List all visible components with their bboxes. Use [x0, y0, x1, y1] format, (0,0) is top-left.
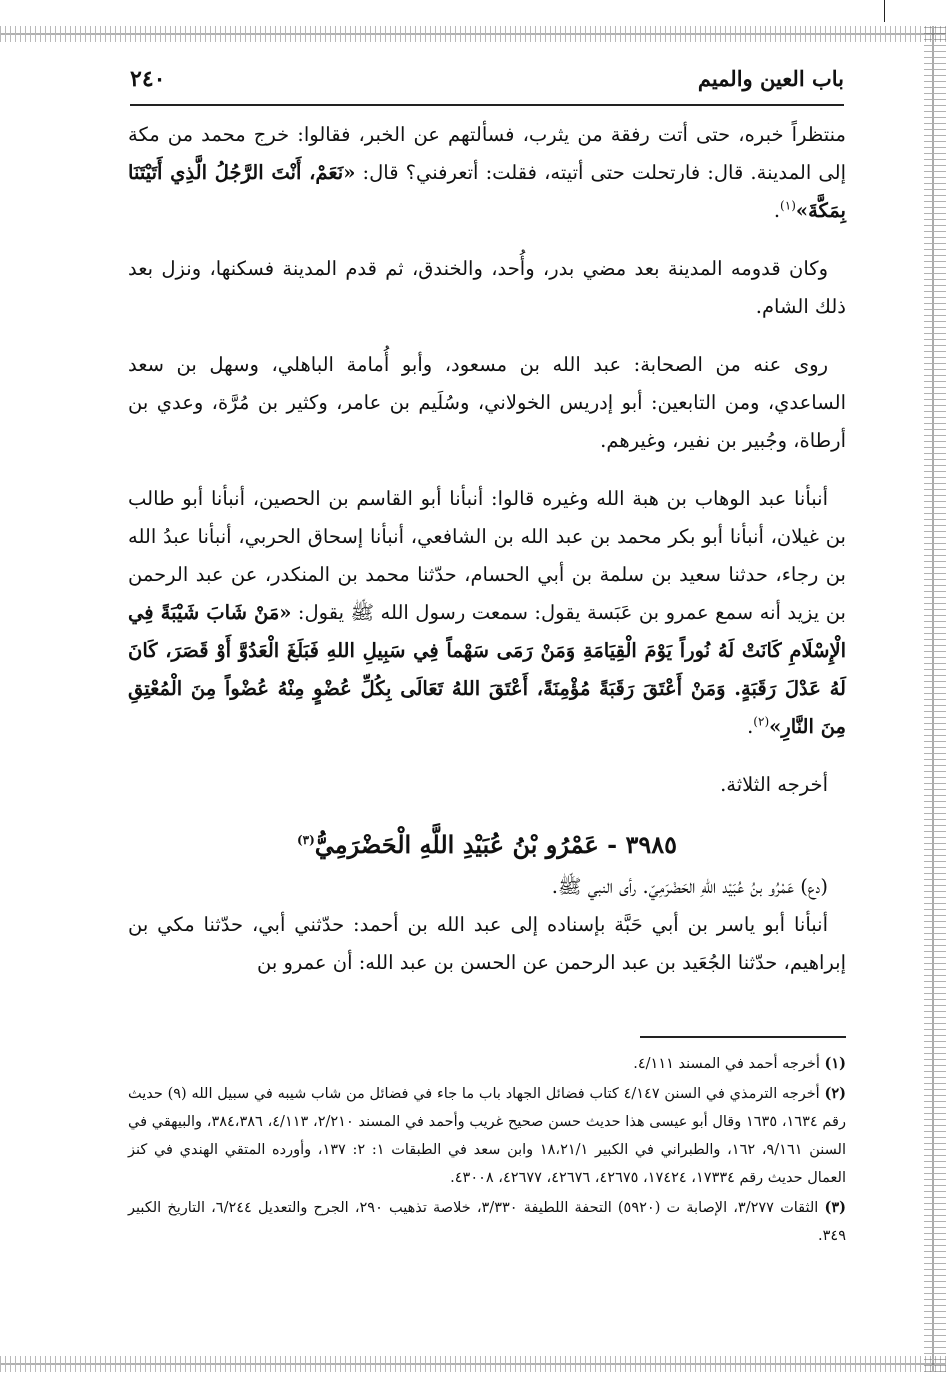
footnotes: [128, 1050, 846, 1252]
page-edge-mark: [884, 0, 885, 22]
prophetic-quote: «نَعَمْ، أَنْتَ الرَّجُلُ الَّذِي أَتَيْتَنَا بِمَكَّةَ»: [128, 161, 846, 222]
paragraph-1: [128, 116, 846, 230]
footnote-number: (٢): [824, 1085, 846, 1102]
entry-line: (دع) عَمْرُو بنُ عُبَيْد اللهِ الحَضْرَمِيّ. رأى النبي ﷺ.: [551, 875, 828, 898]
page-number: ٢٤٠: [130, 66, 166, 92]
paragraph-4: [128, 480, 846, 746]
paragraph-3: روى عنه من الصحابة: عبد الله بن مسعود، وأبو أُمامة الباهلي، وسهل بن سعد الساعدي، ومن التابعين: أبو إدريس الخولاني، وسُلَيم بن عامر، وكثير بن مُرَّة، وعدي بن أرطاة، وجُبير بن نفير، وغيرهم.: [128, 353, 846, 452]
chapter-title: باب العين والميم: [697, 66, 844, 91]
sentence-end: .: [747, 715, 754, 738]
footnote-ref-1[interactable]: (١): [780, 198, 796, 213]
page-body: [128, 116, 846, 982]
footnote-ref-2[interactable]: (٢): [753, 714, 770, 729]
decorative-border-bottom: [0, 1356, 946, 1372]
footnote-1: [128, 1050, 846, 1078]
hadith-text: «مَنْ شَابَ شَيْبَةً فِي الْإِسْلَامِ كَانَتْ لَهُ نُوراً يَوْمَ الْقِيَامَةِ وَمَنْ رَمَى سَهْماً فِي سَبِيلِ اللهِ فَبَلَغَ الْعَدُوَّ أَوْ قَصَرَ، كَانَ لَهُ عَدْلَ رَقَبَةٍ. وَمَنْ أَعْتَقَ رَقَبَةً مُؤْمِنَةً، أَعْتَقَ اللهُ تَعَالَى بِكُلِّ عُضْوٍ مِنْهُ عُضْواً مِنَ الْمُعْتِقِ مِنَ النَّارِ»: [128, 601, 846, 738]
paragraph-text: منتظراً خبره، حتى أتت رفقة من يثرب، فسألتهم عن الخبر، فقالوا: خرج محمد من مكة إلى المدينة. قال: فارتحلت حتى أتيته، فقلت: أتعرفني؟ قال:: [128, 123, 846, 184]
footnote-ref-3[interactable]: (٣): [296, 833, 315, 847]
paragraph-text: أنبأنا عبد الوهاب بن هبة الله وغيره قالوا: أنبأنا أبو القاسم بن الحصين، أنبأنا أبو طالب بن غيلان، أنبأنا أبو بكر محمد بن عبد الله بن الشافعي، أنبأنا إسحاق الحربي، أنبأنا عبدُ الله بن رجاء، حدثنا سعيد بن سلمة بن أبي الحسام، حدّثنا محمد بن المنكدر، عن عبد الرحمن بن يزيد أنه سمع عمرو بن عَبَسة يقول: سمعت رسول الله ﷺ يقول:: [128, 487, 846, 624]
entry-paragraph: أنبأنا أبو ياسر بن أبي حَبَّة بإسناده إلى عبد الله بن أحمد: حدّثني أبي، حدّثنا مكي بن إبراهيم، حدّثنا الجُعَيد بن عبد الرحمن عن الحسن بن عبد الله: أن عمرو بن: [128, 913, 846, 974]
footnote-text: أخرجه أحمد في المسند ٤/١١١.: [633, 1056, 820, 1072]
decorative-border-top: [0, 26, 946, 42]
footnote-text: أخرجه الترمذي في السنن ٤/١٤٧ كتاب فضائل الجهاد باب ما جاء في فضائل من شاب شيبه في سبيل الله (٩) حديث رقم ١٦٣٤، ١٦٣٥ وقال أبو عيسى هذا حديث حسن صحيح غريب وأحمد في المسند ٢/٢١٠، ٤/١١٣، ٣٨٤،٣٨٦، والبيهقي في السنن ٩/١٦١، ١٦٢، والطبراني في الكبير ١٨،٢١/١ وابن سعد في الطبقات ١: ٢: ١٣٧، وأورده المتقي الهندي في كنز العمال حديث رقم ١٧٣٣٤، ١٧٤٢٤، ٤٢٦٧٥، ٤٢٦٧٦، ٤٢٦٧٧، ٤٣٠٠٨.: [128, 1086, 847, 1186]
footnote-number: (١): [824, 1055, 846, 1072]
footnote-3: [128, 1194, 846, 1250]
footnote-2: [128, 1080, 846, 1192]
footnote-number: (٣): [824, 1199, 846, 1216]
footnote-text: الثقات ٣/٢٧٧، الإصابة ت (٥٩٢٠) التحفة اللطيفة ٣/٣٣٠، خلاصة تذهيب ٢٩٠، الجرح والتعديل ٦/٢٤٤، التاريخ الكبير ٣٤٩.: [128, 1200, 846, 1244]
running-header: [130, 64, 844, 106]
paragraph-2: وكان قدومه المدينة بعد مضي بدر، وأُحد، والخندق، ثم قدم المدينة فسكنها، ونزل بعد ذلك الشام.: [128, 257, 846, 318]
entry-heading: [128, 826, 846, 864]
footnote-separator: [640, 1036, 846, 1038]
sentence-end: .: [773, 199, 781, 222]
paragraph-5: أخرجه الثلاثة.: [720, 773, 828, 796]
decorative-border-right: [924, 26, 946, 1372]
entry-title-text: ٣٩٨٥ - عَمْرُو بْنُ عُبَيْدِ اللَّهِ الْحَضْرَمِيُّ: [314, 830, 678, 859]
